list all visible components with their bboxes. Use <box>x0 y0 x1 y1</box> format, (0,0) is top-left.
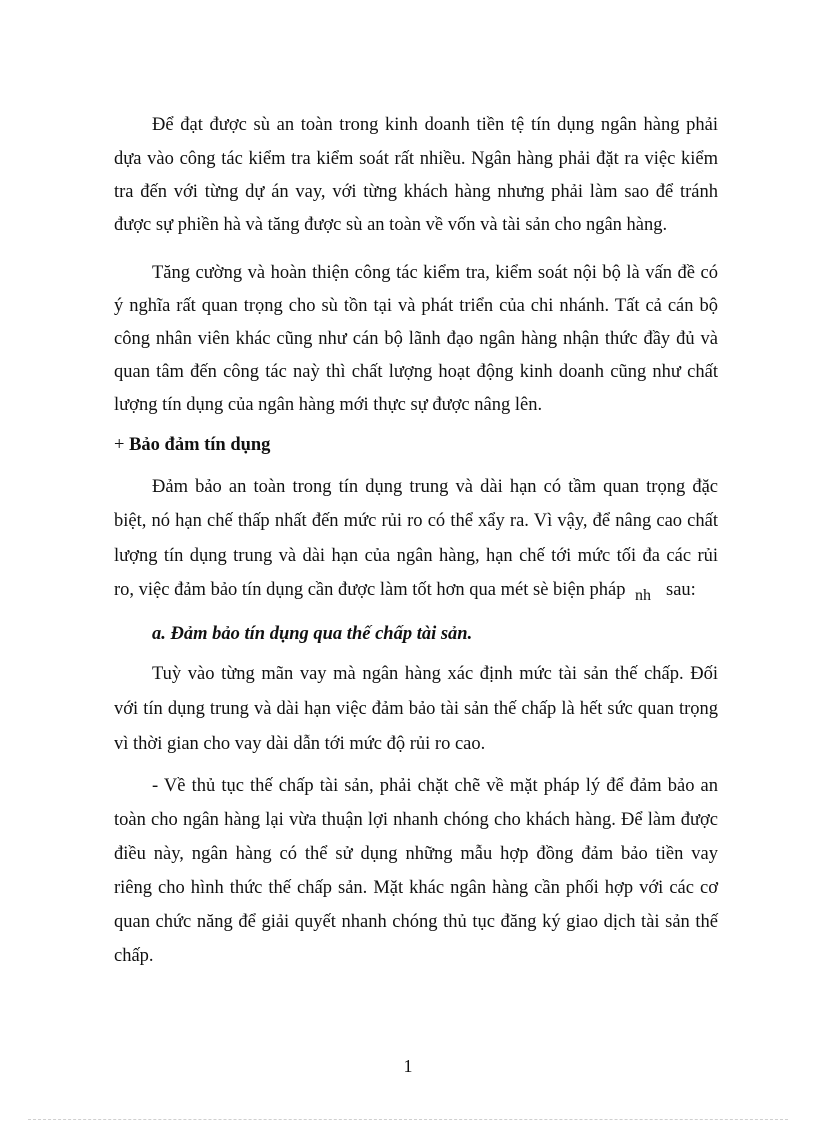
paragraph-2-line-5: lượng tín dụng của ngân hàng mới thực sự được nâng lên. <box>114 395 543 415</box>
section-heading <box>114 434 270 456</box>
paragraph-1-line-1: Để đạt được sù an toàn trong kinh doanh tiền tệ tín dụng ngân hàng phải <box>152 115 718 135</box>
page-number: 1 <box>403 1056 413 1076</box>
paragraph-3-line-1: Đảm bảo an toàn trong tín dụng trung và dài hạn có tầm quan trọng đặc <box>152 477 718 497</box>
paragraph-1-line-3: tra đến với từng dự án vay, với từng khách hàng nhưng phải làm sao để tránh <box>114 182 718 202</box>
paragraph-5-line-5: quan chức năng để giải quyết nhanh chóng thủ tục đăng ký giao dịch tài sản thế <box>114 912 718 932</box>
paragraph-5-line-6: chấp. <box>114 946 154 966</box>
paragraph-1-line-4: được sự phiền hà và tăng được sù an toàn về vốn và tài sản cho ngân hàng. <box>114 215 668 235</box>
paragraph-2-line-3: công nhân viên khác cũng như cán bộ lãnh đạo ngân hàng nhận thức đầy đủ và <box>114 329 718 349</box>
paragraph-2-line-4: quan tâm đến công tác naỳ thì chất lượng hoạt động kinh doanh cũng như chất <box>114 362 718 382</box>
paragraph-5-line-3: điều này, ngân hàng có thể sử dụng những mẫu hợp đồng đảm bảo tiền vay <box>114 844 718 864</box>
paragraph-1-line-2: dựa vào công tác kiểm tra kiểm soát rất nhiều. Ngân hàng phải đặt ra việc kiểm <box>114 149 718 169</box>
paragraph-3-subscript: nh <box>635 587 651 604</box>
paragraph-3-line-3: lượng tín dụng trung và dài hạn của ngân hàng, hạn chế tới mức tối đa các rủi <box>114 546 718 566</box>
paragraph-4-line-1: Tuỳ vào từng mãn vay mà ngân hàng xác định mức tài sản thế chấp. Đối <box>152 664 718 684</box>
paragraph-5-line-2: toàn cho ngân hàng lại vừa thuận lợi nhanh chóng cho khách hàng. Để làm được <box>114 810 718 830</box>
heading-plus: + <box>114 435 125 455</box>
paragraph-3-line-4-end: sau: <box>666 580 696 600</box>
paragraph-3-line-2: biệt, nó hạn chế thấp nhất đến mức rủi ro có thể xẩy ra. Vì vậy, để nâng cao chất <box>114 511 718 531</box>
page-bottom-divider <box>28 1119 788 1120</box>
subsection-heading: a. Đảm bảo tín dụng qua thế chấp tài sản. <box>152 624 473 644</box>
paragraph-3-line-4: ro, việc đảm bảo tín dụng cần được làm tốt hơn qua mét sè biện pháp <box>114 580 626 600</box>
paragraph-2-line-1: Tăng cường và hoàn thiện công tác kiểm tra, kiểm soát nội bộ là vấn đề có <box>152 263 718 283</box>
paragraph-5-line-4: riêng cho hình thức thế chấp sản. Mặt khác ngân hàng cần phối hợp với các cơ <box>114 878 718 898</box>
paragraph-2-line-2: ý nghĩa rất quan trọng cho sù tồn tại và phát triển của chi nhánh. Tất cả cán bộ <box>114 296 718 316</box>
paragraph-5-line-1: - Về thủ tục thế chấp tài sản, phải chặt chẽ về mặt pháp lý để đảm bảo an <box>152 776 718 796</box>
heading-title: Bảo đảm tín dụng <box>129 435 271 455</box>
paragraph-4-line-3: vì thời gian cho vay dài dẫn tới mức độ rủi ro cao. <box>114 734 486 754</box>
paragraph-4-line-2: với tín dụng trung và dài hạn việc đảm bảo tài sản thế chấp là hết sức quan trọng <box>114 699 718 719</box>
